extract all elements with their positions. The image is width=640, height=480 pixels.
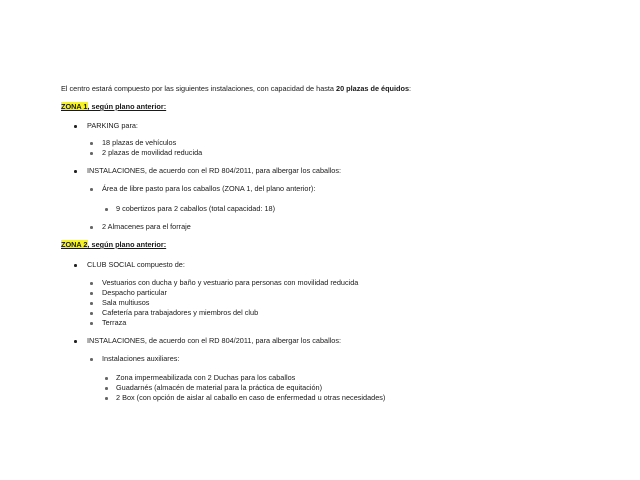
intro-colon: : xyxy=(409,84,412,93)
bullet-icon xyxy=(90,312,93,315)
zone-1-instalaciones-label: INSTALACIONES, de acuerdo con el RD 804/2011, para albergar los caballos: xyxy=(87,166,342,175)
bullet-icon xyxy=(105,377,108,380)
club-item: Terraza xyxy=(102,318,127,327)
bullet-icon xyxy=(90,188,93,191)
bullet-icon xyxy=(74,125,77,128)
bullet-icon xyxy=(105,397,108,400)
zone-2-heading-rest: , según plano anterior: xyxy=(87,240,167,249)
instalaciones-auxiliares: Instalaciones auxiliares: xyxy=(102,354,180,363)
bullet-icon xyxy=(90,358,93,361)
intro-text: El centro estará compuesto por las siguientes instalaciones, con capacidad de hasta xyxy=(61,84,337,93)
zone-2-highlight: ZONA 2 xyxy=(61,240,88,249)
bullet-icon xyxy=(74,170,77,173)
parking-item: 18 plazas de vehículos xyxy=(102,138,177,147)
bullet-icon xyxy=(90,302,93,305)
zone-1-highlight: ZONA 1 xyxy=(61,102,88,111)
club-item: Sala multiusos xyxy=(102,298,150,307)
zone-2-heading xyxy=(61,240,166,250)
club-item: Cafetería para trabajadores y miembros del club xyxy=(102,308,259,317)
parking-label: PARKING para: xyxy=(87,121,138,130)
bullet-icon xyxy=(90,292,93,295)
bullet-icon xyxy=(90,142,93,145)
bullet-icon xyxy=(74,264,77,267)
bullet-icon xyxy=(105,208,108,211)
almacenes-item: 2 Almacenes para el forraje xyxy=(102,222,191,231)
bullet-icon xyxy=(74,340,77,343)
zone-1-heading-rest: , según plano anterior: xyxy=(87,102,167,111)
club-social-label: CLUB SOCIAL compuesto de: xyxy=(87,260,185,269)
intro-capacity: 20 plazas de équidos xyxy=(336,84,410,93)
parking-item: 2 plazas de movilidad reducida xyxy=(102,148,203,157)
bullet-icon xyxy=(90,226,93,229)
intro-paragraph xyxy=(61,84,411,94)
auxiliar-item: Guadarnés (almacén de material para la práctica de equitación) xyxy=(116,383,323,392)
zone-1-heading xyxy=(61,102,166,112)
bullet-icon xyxy=(90,322,93,325)
bullet-icon xyxy=(90,282,93,285)
bullet-icon xyxy=(105,387,108,390)
zone-2-instalaciones-label: INSTALACIONES, de acuerdo con el RD 804/2011, para albergar los caballos: xyxy=(87,336,342,345)
area-libre-pasto: Área de libre pasto para los caballos (ZONA 1, del plano anterior): xyxy=(102,184,316,193)
club-item: Vestuarios con ducha y baño y vestuario para personas con movilidad reducida xyxy=(102,278,359,287)
cobertizos-item: 9 cobertizos para 2 caballos (total capacidad: 18) xyxy=(116,204,276,213)
bullet-icon xyxy=(90,152,93,155)
club-item: Despacho particular xyxy=(102,288,167,297)
auxiliar-item: 2 Box (con opción de aislar al caballo en caso de enfermedad u otras necesidades) xyxy=(116,393,386,402)
auxiliar-item: Zona impermeabilizada con 2 Duchas para los caballos xyxy=(116,373,296,382)
